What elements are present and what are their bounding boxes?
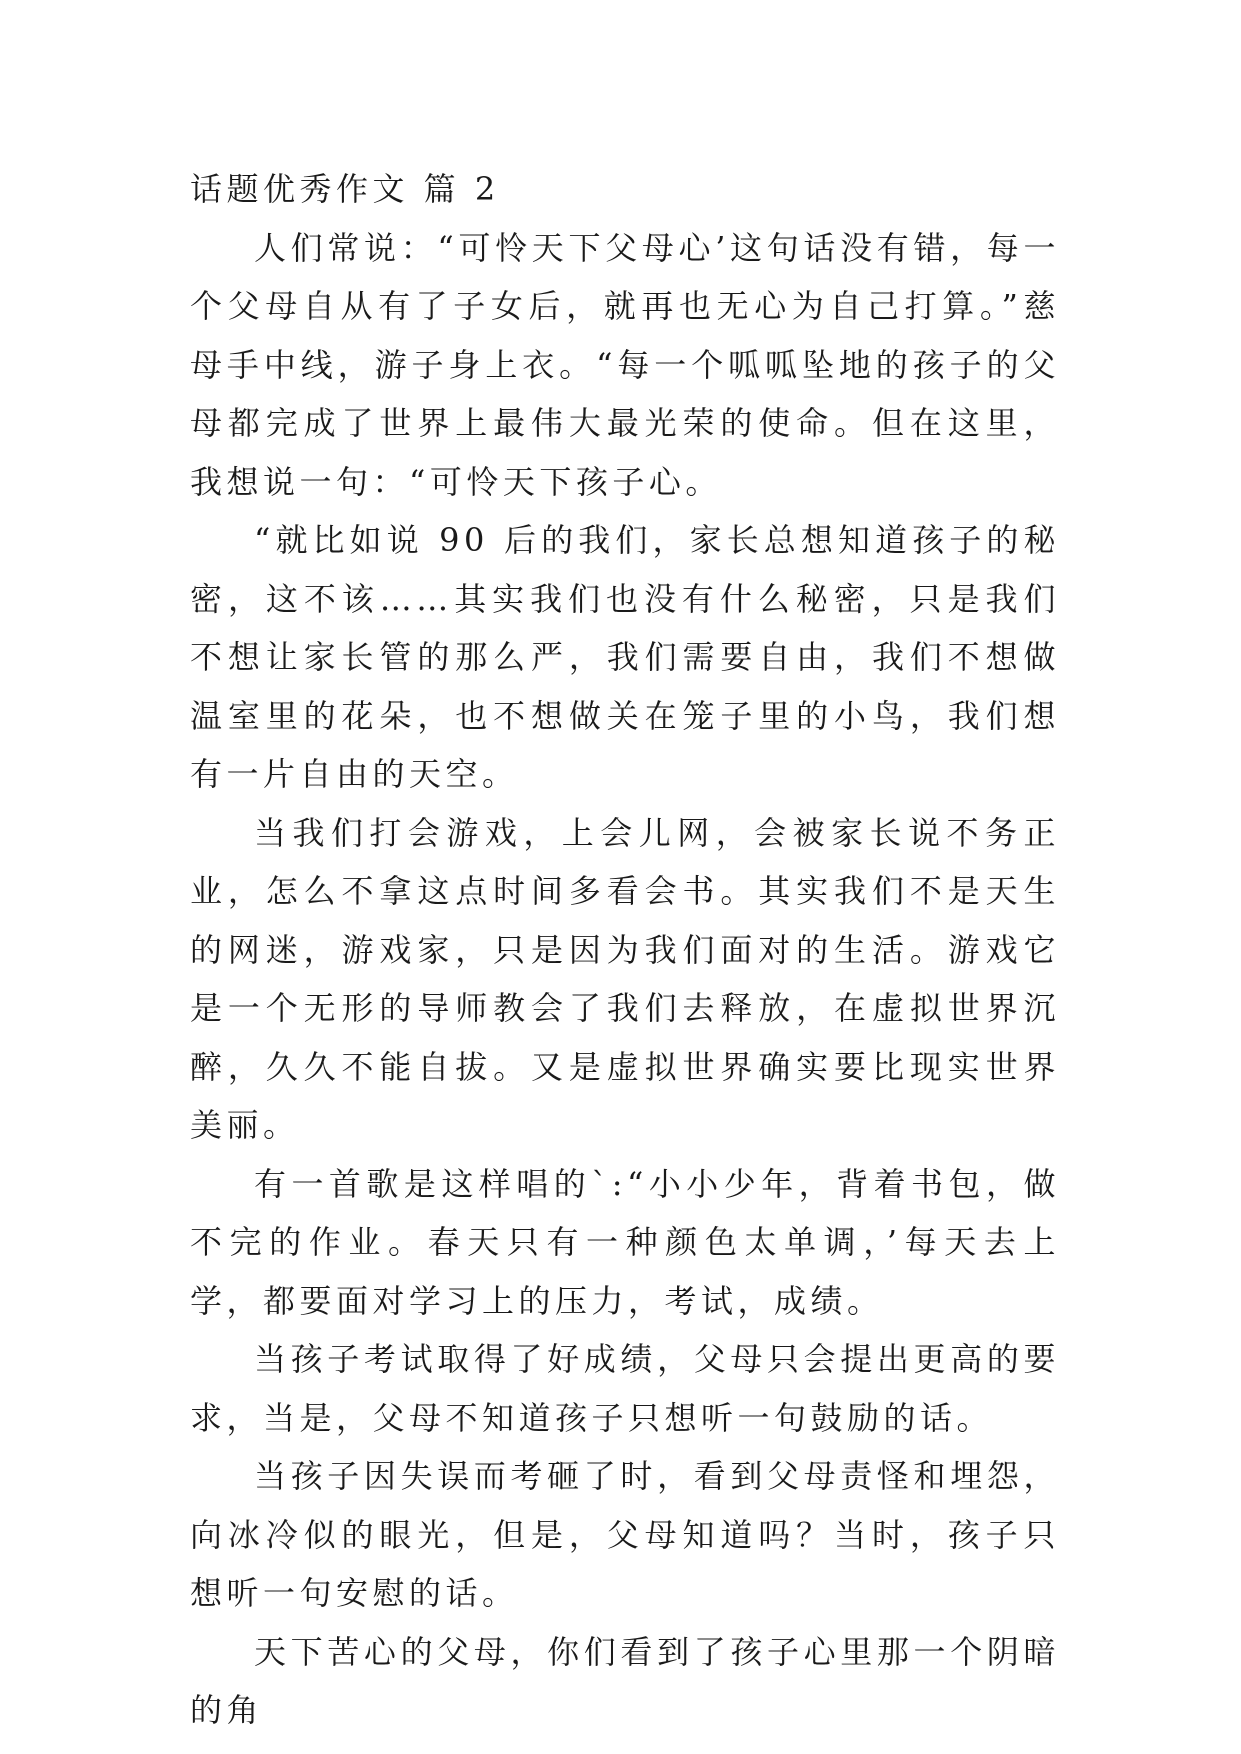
paragraph-3: 当我们打会游戏，上会儿网，会被家长说不务正业，怎么不拿这点时间多看会书。其实我们不是天生的网迷，游戏家，只是因为我们面对的生活。游戏它是一个无形的导师教会了我们去释放，在虚拟世界沉醉，久久不能自拔。又是虚拟世界确实要比现实世界美丽。 [190,813,1060,1144]
paragraph-6: 当孩子因失误而考砸了时，看到父母责怪和埋怨，向冰冷似的眼光，但是，父母知道吗？当时，孩子只想听一句安慰的话。 [190,1457,1060,1612]
paragraph-2: “就比如说 90 后的我们，家长总想知道孩子的秘密，这不该……其实我们也没有什么秘密，只是我们不想让家长管的那么严，我们需要自由，我们不想做温室里的花朵，也不想做关在笼子里的小鸟，我们想有一片自由的天空。 [190,521,1060,793]
paragraph-1: 人们常说：“可怜天下父母心’这句话没有错，每一个父母自从有了子女后，就再也无心为自己打算。”慈母手中线，游子身上衣。“每一个呱呱坠地的孩子的父母都完成了世界上最伟大最光荣的使命。但在这里，我想说一句：“可怜天下孩子心。 [190,228,1060,501]
paragraph-4: 有一首歌是这样唱的`:“小小少年，背着书包，做不完的作业。春天只有一种颜色太单调，’每天去上学，都要面对学习上的压力，考试，成绩。 [190,1164,1060,1320]
paragraph-7: 天下苦心的父母，你们看到了孩子心里那一个阴暗的角 [190,1632,1060,1729]
document-title: 话题优秀作文 篇 2 [190,170,500,208]
document-body [190,160,1060,1740]
paragraph-5: 当孩子考试取得了好成绩，父母只会提出更高的要求，当是，父母不知道孩子只想听一句鼓励的话。 [190,1340,1060,1437]
